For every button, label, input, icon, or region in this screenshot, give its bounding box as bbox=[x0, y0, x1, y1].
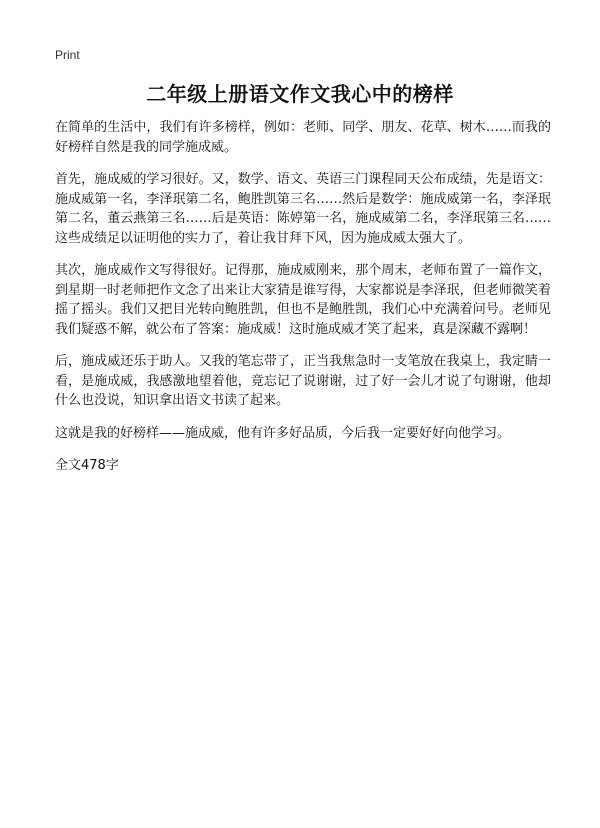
paragraph-study: 首先，施成威的学习很好。又，数学、语文、英语三门课程同天公布成绩，先是语文：施成威第一名，李泽珉第二名，鲍胜凯第三名……然后是数学：施成威第一名，李泽珉第二名，董云燕第三名……后是英语：陈婷第一名，施成威第二名，李泽珉第三名……这些成绩足以证明他的实力了，着让我甘拜下风，因为施成威太强大了。 bbox=[55, 172, 551, 246]
paragraph-helping: 后，施成威还乐于助人。又我的笔忘带了，正当我焦急时一支笔放在我桌上，我定睛一看，是施成威，我感激地望着他，竟忘记了说谢谢，过了好一会儿才说了句谢谢，他却什么也没说，知识拿出语文书读了起来。 bbox=[55, 354, 551, 408]
word-count: 全文478字 bbox=[55, 458, 119, 473]
page-title: 二年级上册语文作文我心中的榜样 bbox=[146, 82, 454, 106]
article-body bbox=[55, 118, 551, 476]
paragraph-writing: 其次，施成威作文写得很好。记得那，施成威刚来，那个周末，老师布置了一篇作文，到星期一时老师把作文念了出来让大家猜是谁写得，大家都说是李泽珉，但老师微笑着摇了摇头。我们又把目光转向鲍胜凯，但也不是鲍胜凯，我们心中充满着问号。老师见我们疑惑不解，就公布了答案：施成威！这时施成威才笑了起来，真是深藏不露啊！ bbox=[55, 263, 551, 337]
print-link[interactable]: Print bbox=[55, 48, 80, 62]
paragraph-intro: 在简单的生活中，我们有许多榜样，例如：老师、同学、朋友、花草、树木……而我的好榜样自然是我的同学施成威。 bbox=[55, 120, 551, 155]
paragraph-conclusion: 这就是我的好榜样——施成威，他有许多好品质，今后我一定要好好向他学习。 bbox=[55, 425, 511, 441]
